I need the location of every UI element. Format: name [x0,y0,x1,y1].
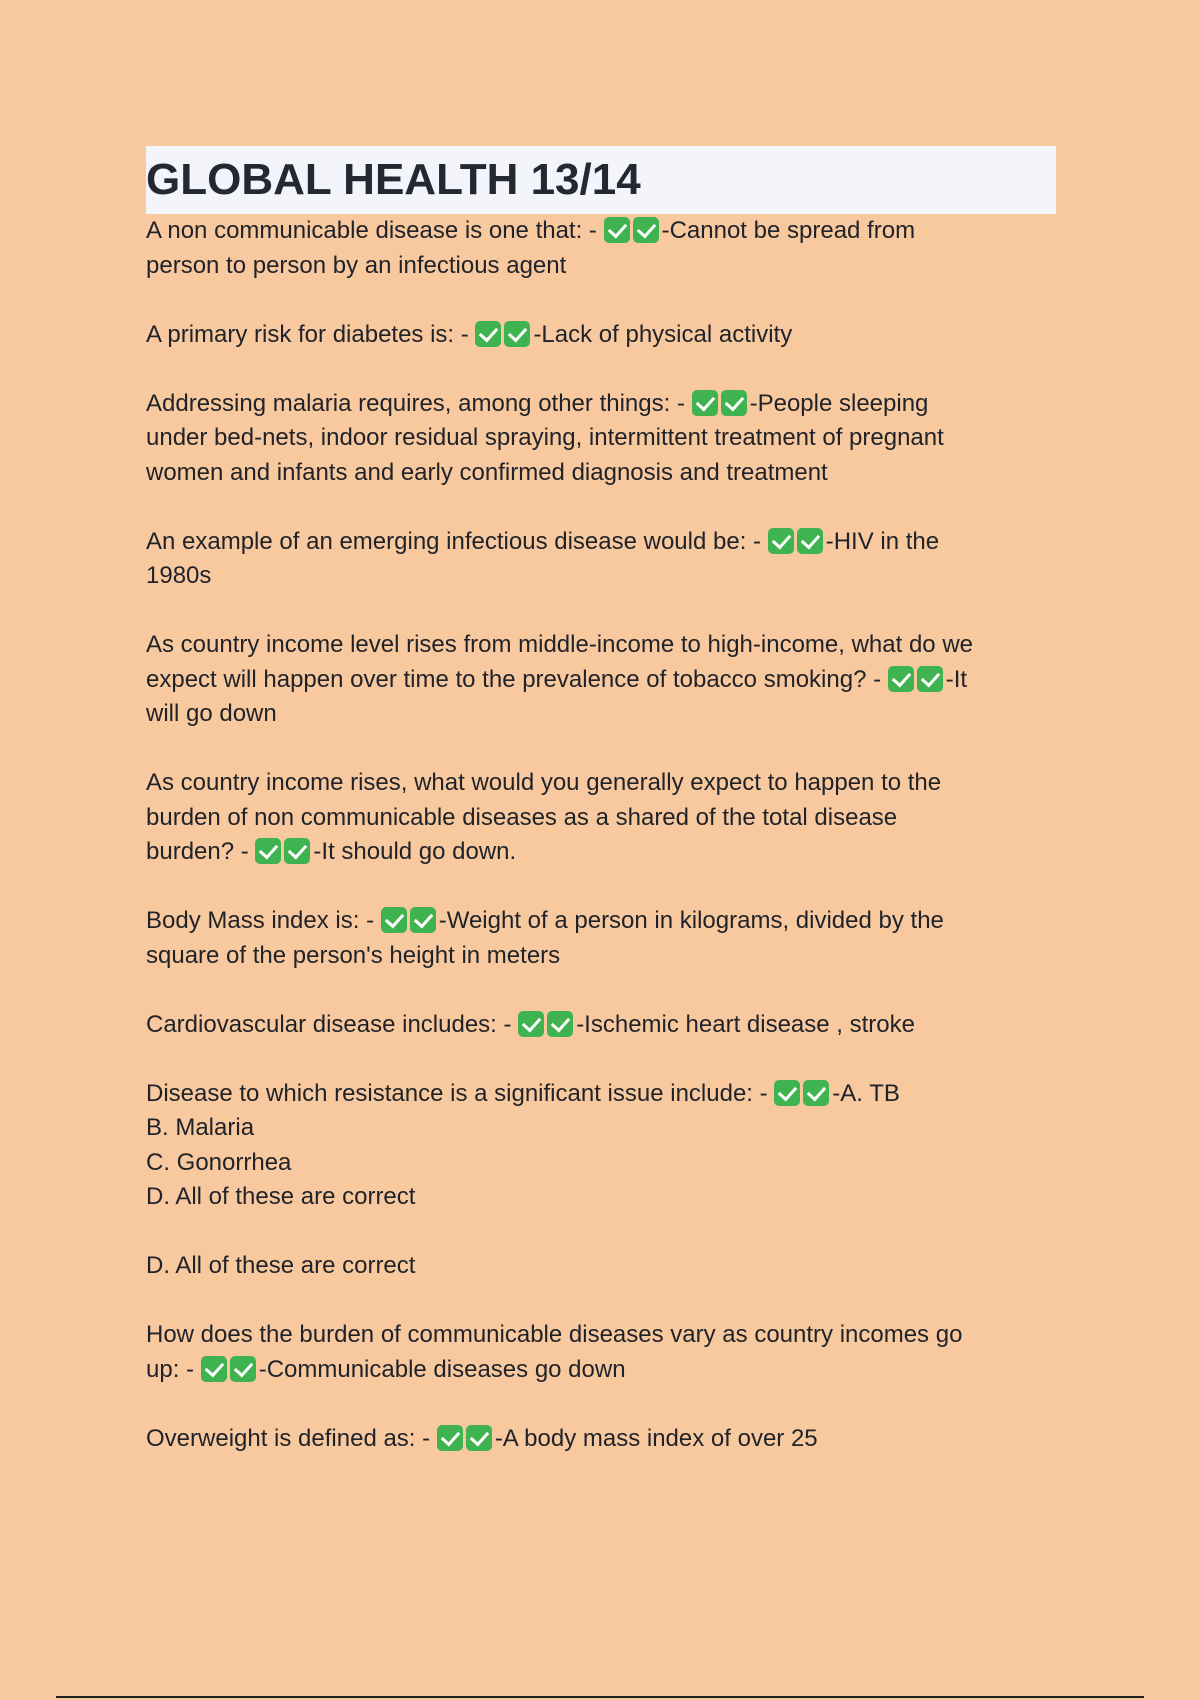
qa-line [146,318,1056,353]
qa-item [146,318,1056,353]
qa-line [146,1111,1056,1146]
qa-line [146,1077,1056,1112]
qa-item [146,1422,1056,1457]
qa-line [146,387,1056,422]
qa-text: As country income level rises from middle-income to high-income, what do we [146,631,974,658]
qa-item [146,214,1056,283]
qa-text: Cardiovascular disease includes: - [146,1010,519,1038]
check-mark-icon [633,217,659,243]
qa-text: women and infants and early confirmed diagnosis and treatment [146,458,828,486]
qa-line [146,1146,1056,1181]
qa-line [146,421,1056,456]
qa-text: burden of non communicable diseases as a shared of the total disease [146,803,898,831]
qa-line [146,525,1056,560]
check-mark-icon [255,838,281,864]
document-title: GLOBAL HEALTH 13/14 [146,155,641,204]
qa-text: D. All of these are correct [146,1183,416,1210]
answer-marks [201,1356,259,1383]
answer-marks [381,907,439,934]
qa-item [146,1249,1056,1284]
qa-text: As country income rises, what would you generally expect to happen to the [146,769,942,796]
qa-line [146,249,1056,284]
qa-text: B. Malaria [146,1114,255,1141]
qa-line [146,1180,1056,1215]
qa-text: 1980s [146,562,212,589]
qa-text: Addressing malaria requires, among other things: - [146,389,692,417]
qa-line [146,559,1056,594]
answer-marks [604,217,662,244]
qa-item [146,1008,1056,1043]
qa-answer-text: -Lack of physical activity [533,320,793,348]
qa-text: square of the person's height in meters [146,941,561,969]
qa-answer-text: -It should go down. [313,838,517,865]
qa-answer-text: -Weight of a person in kilograms, divided by the [438,907,944,934]
qa-answer-text: -A. TB [832,1079,900,1107]
check-mark-icon [888,666,914,692]
check-mark-icon [604,217,630,243]
qa-line [146,835,1056,870]
qa-item [146,1077,1056,1215]
qa-text: up: - [146,1355,201,1383]
qa-text: Body Mass index is: - [146,907,381,934]
answer-marks [255,838,313,865]
qa-answer-text: -People sleeping [749,389,929,417]
qa-line [146,456,1056,491]
check-mark-icon [774,1080,800,1106]
qa-answer-text: -A body mass index of over 25 [494,1424,818,1452]
answer-marks [437,1425,495,1452]
qa-text: A non communicable disease is one that: - [146,217,604,244]
check-mark-icon [797,528,823,554]
qa-item [146,1318,1056,1387]
qa-text: C. Gonorrhea [146,1148,292,1176]
qa-answer-text: -Communicable diseases go down [258,1355,626,1383]
qa-line [146,1249,1056,1284]
check-mark-icon [230,1356,256,1382]
qa-line [146,801,1056,836]
qa-text: How does the burden of communicable diseases vary as country incomes go [146,1321,963,1348]
qa-line [146,663,1056,698]
qa-answer-text: -HIV in the [825,527,940,555]
qa-line [146,697,1056,732]
check-mark-icon [410,907,436,933]
qa-item [146,628,1056,732]
qa-item [146,387,1056,491]
title-bar [146,146,1056,214]
qa-text: burden? - [146,838,256,865]
qa-line [146,1422,1056,1457]
check-mark-icon [466,1425,492,1451]
check-mark-icon [381,907,407,933]
document-page [146,146,1056,1491]
qa-text: under bed-nets, indoor residual spraying, intermittent treatment of pregnant [146,424,944,451]
check-mark-icon [803,1080,829,1106]
qa-line [146,214,1056,249]
answer-marks [692,390,750,417]
qa-text: A primary risk for diabetes is: - [146,320,476,348]
qa-answer-text: -Ischemic heart disease , stroke [576,1010,915,1038]
answer-marks [768,528,826,555]
qa-item [146,904,1056,973]
qa-text: will go down [146,700,277,727]
qa-item [146,766,1056,870]
answer-marks [774,1080,832,1107]
answer-marks [475,321,533,348]
check-mark-icon [504,321,530,347]
check-mark-icon [547,1011,573,1037]
qa-line [146,1318,1056,1353]
qa-text: An example of an emerging infectious disease would be: - [146,527,768,555]
check-mark-icon [721,390,747,416]
check-mark-icon [692,390,718,416]
qa-text: D. All of these are correct [146,1252,416,1279]
qa-line [146,766,1056,801]
page-bottom-rule [56,1696,1144,1698]
qa-line [146,1353,1056,1388]
check-mark-icon [437,1425,463,1451]
check-mark-icon [475,321,501,347]
qa-list [146,214,1056,1456]
check-mark-icon [518,1011,544,1037]
qa-answer-text: -It [945,665,968,693]
check-mark-icon [917,666,943,692]
check-mark-icon [284,838,310,864]
qa-line [146,904,1056,939]
qa-line [146,1008,1056,1043]
check-mark-icon [768,528,794,554]
qa-text: person to person by an infectious agent [146,251,567,279]
answer-marks [518,1011,576,1038]
qa-line [146,939,1056,974]
check-mark-icon [201,1356,227,1382]
answer-marks [888,666,946,693]
qa-text: Disease to which resistance is a significant issue include: - [146,1079,775,1107]
qa-line [146,628,1056,663]
qa-item [146,525,1056,594]
qa-text: Overweight is defined as: - [146,1424,437,1452]
qa-text: expect will happen over time to the prevalence of tobacco smoking? - [146,665,888,693]
qa-answer-text: -Cannot be spread from [661,217,916,244]
